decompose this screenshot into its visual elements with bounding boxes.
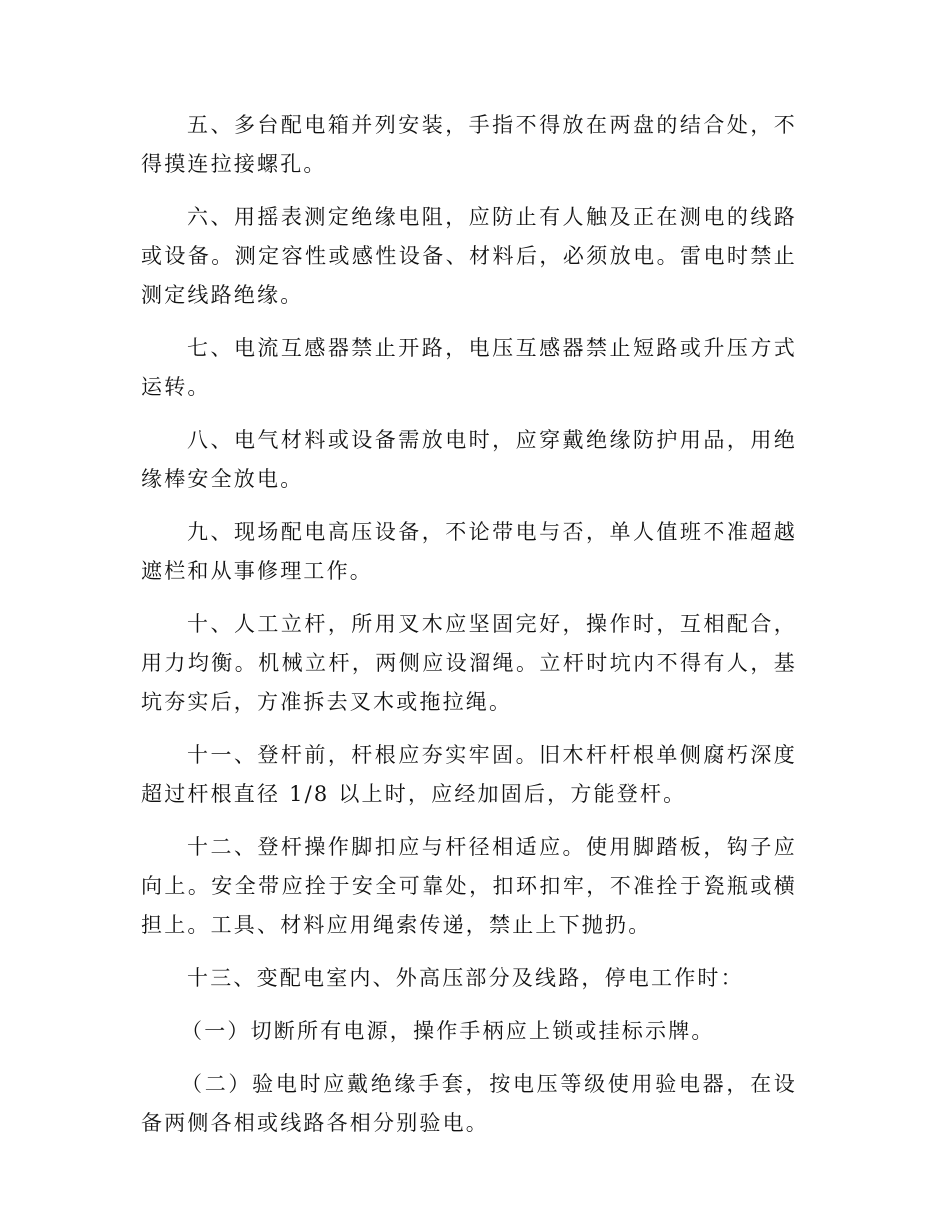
paragraph-item-12: 十二、登杆操作脚扣应与杆径相适应。使用脚踏板，钩子应向上。安全带应拴于安全可靠处，扣环扣牢，不准拴于瓷瓶或横担上。工具、材料应用绳索传递，禁止上下抛扔。 bbox=[141, 835, 797, 937]
paragraph-item-11: 十一、登杆前，杆根应夯实牢固。旧木杆杆根单侧腐朽深度超过杆根直径 1/8 以上时，应经加固后，方能登杆。 bbox=[141, 743, 797, 806]
paragraph-item-8: 八、电气材料或设备需放电时，应穿戴绝缘防护用品，用绝缘棒安全放电。 bbox=[141, 428, 797, 491]
document-body bbox=[141, 106, 797, 1157]
paragraph-item-5: 五、多台配电箱并列安装，手指不得放在两盘的结合处，不得摸连拉接螺孔。 bbox=[141, 113, 797, 176]
paragraph-item-7: 七、电流互感器禁止开路，电压互感器禁止短路或升压方式运转。 bbox=[141, 336, 797, 399]
paragraph-item-13: 十三、变配电室内、外高压部分及线路，停电工作时： bbox=[187, 966, 744, 990]
paragraph-item-9: 九、现场配电高压设备，不论带电与否，单人值班不准超越遮栏和从事修理工作。 bbox=[141, 520, 797, 583]
sub-item-1: （一）切断所有电源，操作手柄应上锁或挂标示牌。 bbox=[181, 1019, 715, 1043]
sub-item-2: （二）验电时应戴绝缘手套，按电压等级使用验电器，在设备两侧各相或线路各相分别验电。 bbox=[141, 1072, 797, 1135]
paragraph-item-10: 十、人工立杆，所用叉木应坚固完好，操作时，互相配合，用力均衡。机械立杆，两侧应设溜绳。立杆时坑内不得有人，基坑夯实后，方准拆去叉木或拖拉绳。 bbox=[141, 612, 797, 714]
paragraph-item-6: 六、用摇表测定绝缘电阻，应防止有人触及正在测电的线路或设备。测定容性或感性设备、材料后，必须放电。雷电时禁止测定线路绝缘。 bbox=[141, 205, 797, 307]
